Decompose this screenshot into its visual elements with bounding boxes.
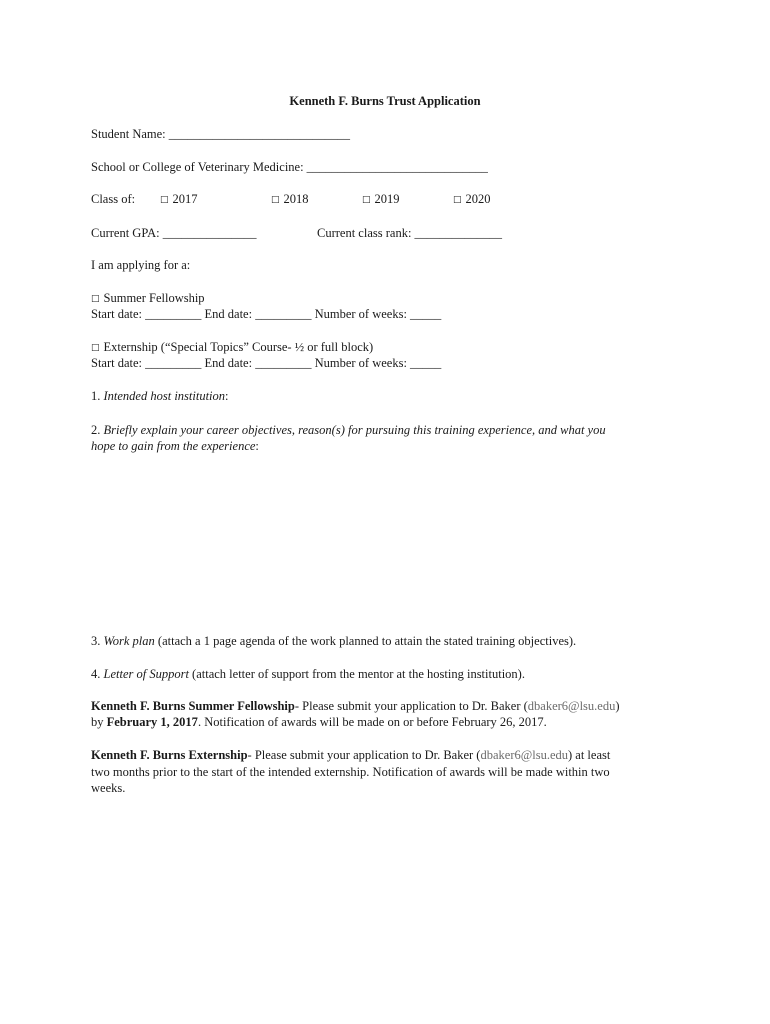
class-of-label: Class of: <box>91 192 136 206</box>
externship-label: Externship (“Special Topics” Course- ½ or full block) <box>103 340 374 354</box>
fellowship-note-heading: Kenneth F. Burns Summer Fellowship <box>91 699 295 713</box>
checkbox-icon: □ <box>91 294 100 304</box>
externship-dates: Start date: _________ End date: _________ Number of weeks: _____ <box>91 356 442 370</box>
checkbox-icon: □ <box>91 343 100 353</box>
class-rank-field: Current class rank: ______________ <box>317 226 503 240</box>
fellowship-dates: Start date: _________ End date: _________ Number of weeks: _____ <box>91 307 442 321</box>
school-field: School or College of Veterinary Medicine: _____________________________ <box>91 160 488 174</box>
checkbox-icon: □ <box>453 195 462 205</box>
fellowship-note-line-1: Kenneth F. Burns Summer Fellowship- Please submit your application to Dr. Baker (dbaker6@lsu.edu) <box>91 699 620 713</box>
checkbox-icon: □ <box>271 195 280 205</box>
class-option-2019[interactable]: □ 2019 <box>362 192 400 206</box>
applying-for-label: I am applying for a: <box>91 258 191 272</box>
checkbox-icon: □ <box>362 195 371 205</box>
checkbox-icon: □ <box>160 195 169 205</box>
fellowship-label: Summer Fellowship <box>103 291 205 305</box>
student-name-field: Student Name: _____________________________ <box>91 127 351 141</box>
externship-note-line-3: weeks. <box>91 781 126 795</box>
email-link[interactable]: dbaker6@lsu.edu <box>527 699 616 713</box>
fellowship-note-line-2: by February 1, 2017. Notification of awards will be made on or before February 26, 2017. <box>91 715 547 729</box>
class-option-2017[interactable]: □ 2017 <box>160 192 198 206</box>
gpa-field: Current GPA: _______________ <box>91 226 257 240</box>
externship-note-line-1: Kenneth F. Burns Externship- Please submit your application to Dr. Baker (dbaker6@lsu.edu) at least <box>91 748 611 762</box>
email-link[interactable]: dbaker6@lsu.edu <box>480 748 568 762</box>
question-2-line-1: 2. Briefly explain your career objectives, reason(s) for pursuing this training experience, and what you <box>91 423 606 437</box>
fellowship-deadline: February 1, 2017 <box>106 715 198 729</box>
question-4: 4. Letter of Support (attach letter of support from the mentor at the hosting institution). <box>91 667 525 681</box>
form-title: Kenneth F. Burns Trust Application <box>289 94 481 108</box>
question-2-line-2: hope to gain from the experience: <box>91 439 259 453</box>
class-option-2018[interactable]: □ 2018 <box>271 192 309 206</box>
question-1-text: Intended host institution <box>103 389 226 403</box>
question-3: 3. Work plan (attach a 1 page agenda of the work planned to attain the stated training objectives). <box>91 634 577 648</box>
question-1: 1. Intended host institution: <box>91 389 229 403</box>
class-option-2020[interactable]: □ 2020 <box>453 192 491 206</box>
externship-note-line-2: two months prior to the start of the intended externship. Notification of awards will be made within two <box>91 765 610 779</box>
externship-note-heading: Kenneth F. Burns Externship <box>91 748 248 762</box>
